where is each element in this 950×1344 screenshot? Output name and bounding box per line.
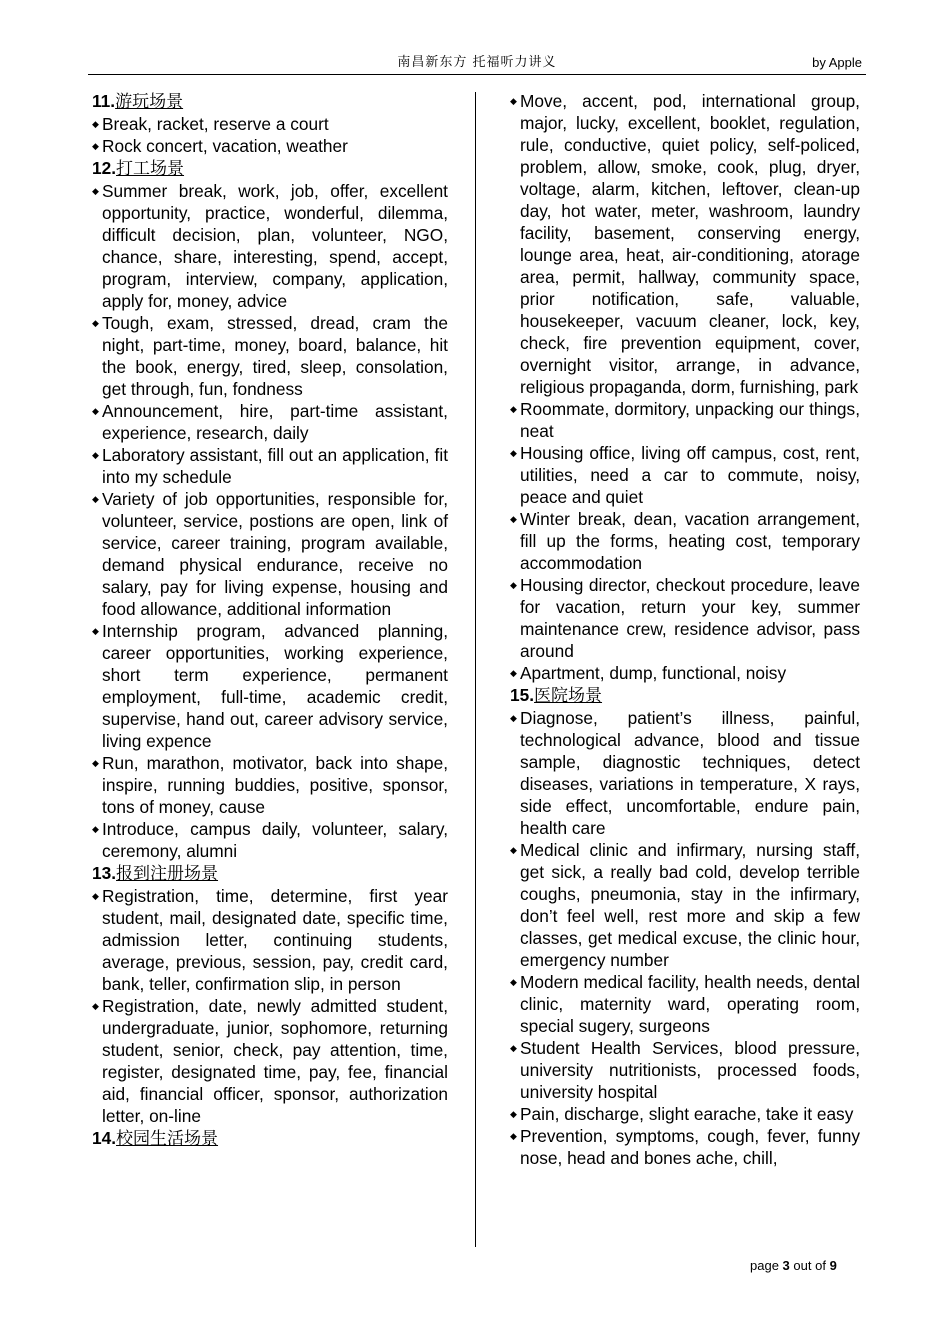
list-item-text: Student Health Services, blood pressure, university nutritionists, processed foods, university hospital (520, 1038, 860, 1102)
list-item (92, 885, 448, 995)
diamond-bullet-icon: ◆ (510, 448, 517, 458)
list-item (92, 620, 448, 752)
diamond-bullet-icon: ◆ (510, 845, 517, 855)
section-title (92, 90, 448, 113)
column-divider (475, 92, 476, 1247)
section-name: 报到注册场景 (116, 864, 219, 884)
list-item (92, 752, 448, 818)
list-item (510, 1125, 860, 1169)
header-author: by Apple (812, 55, 862, 70)
diamond-bullet-icon: ◆ (92, 318, 99, 328)
header-title: 南昌新东方 托福听力讲义 (397, 55, 557, 70)
list-item (510, 707, 860, 839)
section-title (92, 1127, 448, 1150)
diamond-bullet-icon: ◆ (92, 1001, 99, 1011)
list-item (92, 135, 448, 157)
list-item-text: Housing office, living off campus, cost, rent, utilities, need a car to commute, noisy, peace and quiet (520, 443, 860, 507)
diamond-bullet-icon: ◆ (510, 96, 517, 106)
list-item-text: Housing director, checkout procedure, leave for vacation, return your key, summer maintenance crew, residence advisor, pass around (520, 575, 860, 661)
list-item-text: Announcement, hire, part-time assistant, experience, research, daily (102, 401, 448, 443)
section-number: 12. (92, 158, 117, 178)
list-item-text: Roommate, dormitory, unpacking our things, neat (520, 399, 860, 441)
section-title (510, 684, 860, 707)
list-item-text: Tough, exam, stressed, dread, cram the night, part-time, money, board, balance, hit the book, energy, tired, sleep, consolation, get through, fun, fondness (102, 313, 448, 399)
list-item (92, 444, 448, 488)
page-header (88, 52, 866, 75)
list-item (510, 1037, 860, 1103)
list-item-text: Variety of job opportunities, responsible for, volunteer, service, postions are open, link of service, career training, program available, demand physical endurance, receive no salary, pay for living expense, housing and food allowance, additional information (102, 489, 448, 619)
diamond-bullet-icon: ◆ (510, 1109, 517, 1119)
list-item (510, 971, 860, 1037)
list-item-text: Modern medical facility, health needs, dental clinic, maternity ward, operating room, special sugery, surgeons (520, 972, 860, 1036)
list-item-text: Medical clinic and infirmary, nursing staff, get sick, a really bad cold, develop terrible coughs, pneumonia, stay in the infirmary, don’t feel well, rest more and skip a few classes, get medical excuse, the clinic hour, emergency number (520, 840, 860, 970)
footer-page-number: 3 (782, 1258, 790, 1273)
section-number: 15. (510, 685, 535, 705)
diamond-bullet-icon: ◆ (92, 824, 99, 834)
section-number: 14. (92, 1128, 117, 1148)
list-item (92, 488, 448, 620)
list-item (92, 818, 448, 862)
section-number: 13. (92, 863, 117, 883)
diamond-bullet-icon: ◆ (92, 186, 99, 196)
diamond-bullet-icon: ◆ (510, 1043, 517, 1053)
list-item-text: Registration, time, determine, first year student, mail, designated date, specific time, admission letter, continuing students, average, previous, session, pay, credit card, bank, teller, confirmation slip, in person (102, 886, 448, 994)
list-item (510, 90, 860, 398)
diamond-bullet-icon: ◆ (510, 977, 517, 987)
list-item-text: Winter break, dean, vacation arrangement, fill up the forms, heating cost, temporary accommodation (520, 509, 860, 573)
list-item-text: Move, accent, pod, international group, major, lucky, excellent, booklet, regulation, rule, conductive, quiet policy, self-policed, problem, allow, smoke, cook, plug, dryer, voltage, alarm, kitchen, leftover, clean-up day, hot water, meter, washroom, laundry facility, basement, conserving energy, lounge area, heat, air-conditioning, atorage area, permit, hallway, community space, prior notification, safe, valuable, housekeeper, vacuum cleaner, lock, key, check, fire prevention equipment, cover, overnight visitor, arrange, in advance, religious propaganda, dorm, furnishing, park (520, 91, 860, 397)
list-item-text: Introduce, campus daily, volunteer, salary, ceremony, alumni (102, 819, 448, 861)
diamond-bullet-icon: ◆ (510, 713, 517, 723)
list-item (510, 1103, 860, 1125)
section-name: 校园生活场景 (116, 1129, 219, 1149)
section-title (92, 157, 448, 180)
list-item-text: Registration, date, newly admitted student, undergraduate, junior, sophomore, returning student, senior, check, pay attention, time, register, designated time, pay, fee, financial aid, financial officer, sponsor, authorization letter, on-line (102, 996, 448, 1126)
diamond-bullet-icon: ◆ (510, 668, 517, 678)
diamond-bullet-icon: ◆ (92, 891, 99, 901)
section-number: 11. (92, 91, 116, 111)
section-name: 医院场景 (534, 686, 603, 706)
diamond-bullet-icon: ◆ (92, 406, 99, 416)
list-item-text: Run, marathon, motivator, back into shape, inspire, running buddies, positive, sponsor, tons of money, cause (102, 753, 448, 817)
list-item (510, 398, 860, 442)
list-item (92, 312, 448, 400)
footer-page-word: page (750, 1258, 779, 1273)
list-item-text: Prevention, symptoms, cough, fever, funny nose, head and bones ache, chill, (520, 1126, 860, 1168)
list-item-text: Break, racket, reserve a court (102, 114, 329, 134)
diamond-bullet-icon: ◆ (92, 141, 99, 151)
list-item (510, 442, 860, 508)
list-item (92, 113, 448, 135)
list-item-text: Pain, discharge, slight earache, take it easy (520, 1104, 854, 1124)
section-name: 打工场景 (116, 159, 185, 179)
list-item (510, 574, 860, 662)
right-column (510, 90, 860, 1169)
list-item (510, 662, 860, 684)
diamond-bullet-icon: ◆ (510, 404, 517, 414)
list-item-text: Laboratory assistant, fill out an application, fit into my schedule (102, 445, 448, 487)
list-item-text: Diagnose, patient’s illness, painful, technological advance, blood and tissue sample, diagnostic techniques, detect diseases, variations in temperature, X rays, side effect, uncomfortable, endure pain, health care (520, 708, 860, 838)
diamond-bullet-icon: ◆ (92, 450, 99, 460)
list-item (92, 995, 448, 1127)
list-item-text: Internship program, advanced planning, career opportunities, working experience, short term experience, permanent employment, full-time, academic credit, supervise, hand out, career advisory service, living expence (102, 621, 448, 751)
diamond-bullet-icon: ◆ (92, 119, 99, 129)
list-item-text: Summer break, work, job, offer, excellent opportunity, practice, wonderful, dilemma, difficult decision, plan, volunteer, NGO, chance, share, interesting, spend, accept, program, interview, company, application, apply for, money, advice (102, 181, 448, 311)
list-item (510, 508, 860, 574)
list-item-text: Apartment, dump, functional, noisy (520, 663, 787, 683)
footer-total-pages: 9 (829, 1258, 837, 1273)
list-item (92, 400, 448, 444)
section-title (92, 862, 448, 885)
list-item (92, 180, 448, 312)
diamond-bullet-icon: ◆ (510, 580, 517, 590)
diamond-bullet-icon: ◆ (510, 1131, 517, 1141)
section-name: 游玩场景 (115, 92, 184, 112)
page-footer (750, 1258, 837, 1273)
diamond-bullet-icon: ◆ (92, 494, 99, 504)
diamond-bullet-icon: ◆ (92, 626, 99, 636)
footer-out-of: out of (793, 1258, 826, 1273)
diamond-bullet-icon: ◆ (92, 758, 99, 768)
list-item-text: Rock concert, vacation, weather (102, 136, 348, 156)
diamond-bullet-icon: ◆ (510, 514, 517, 524)
list-item (510, 839, 860, 971)
left-column (92, 90, 448, 1150)
